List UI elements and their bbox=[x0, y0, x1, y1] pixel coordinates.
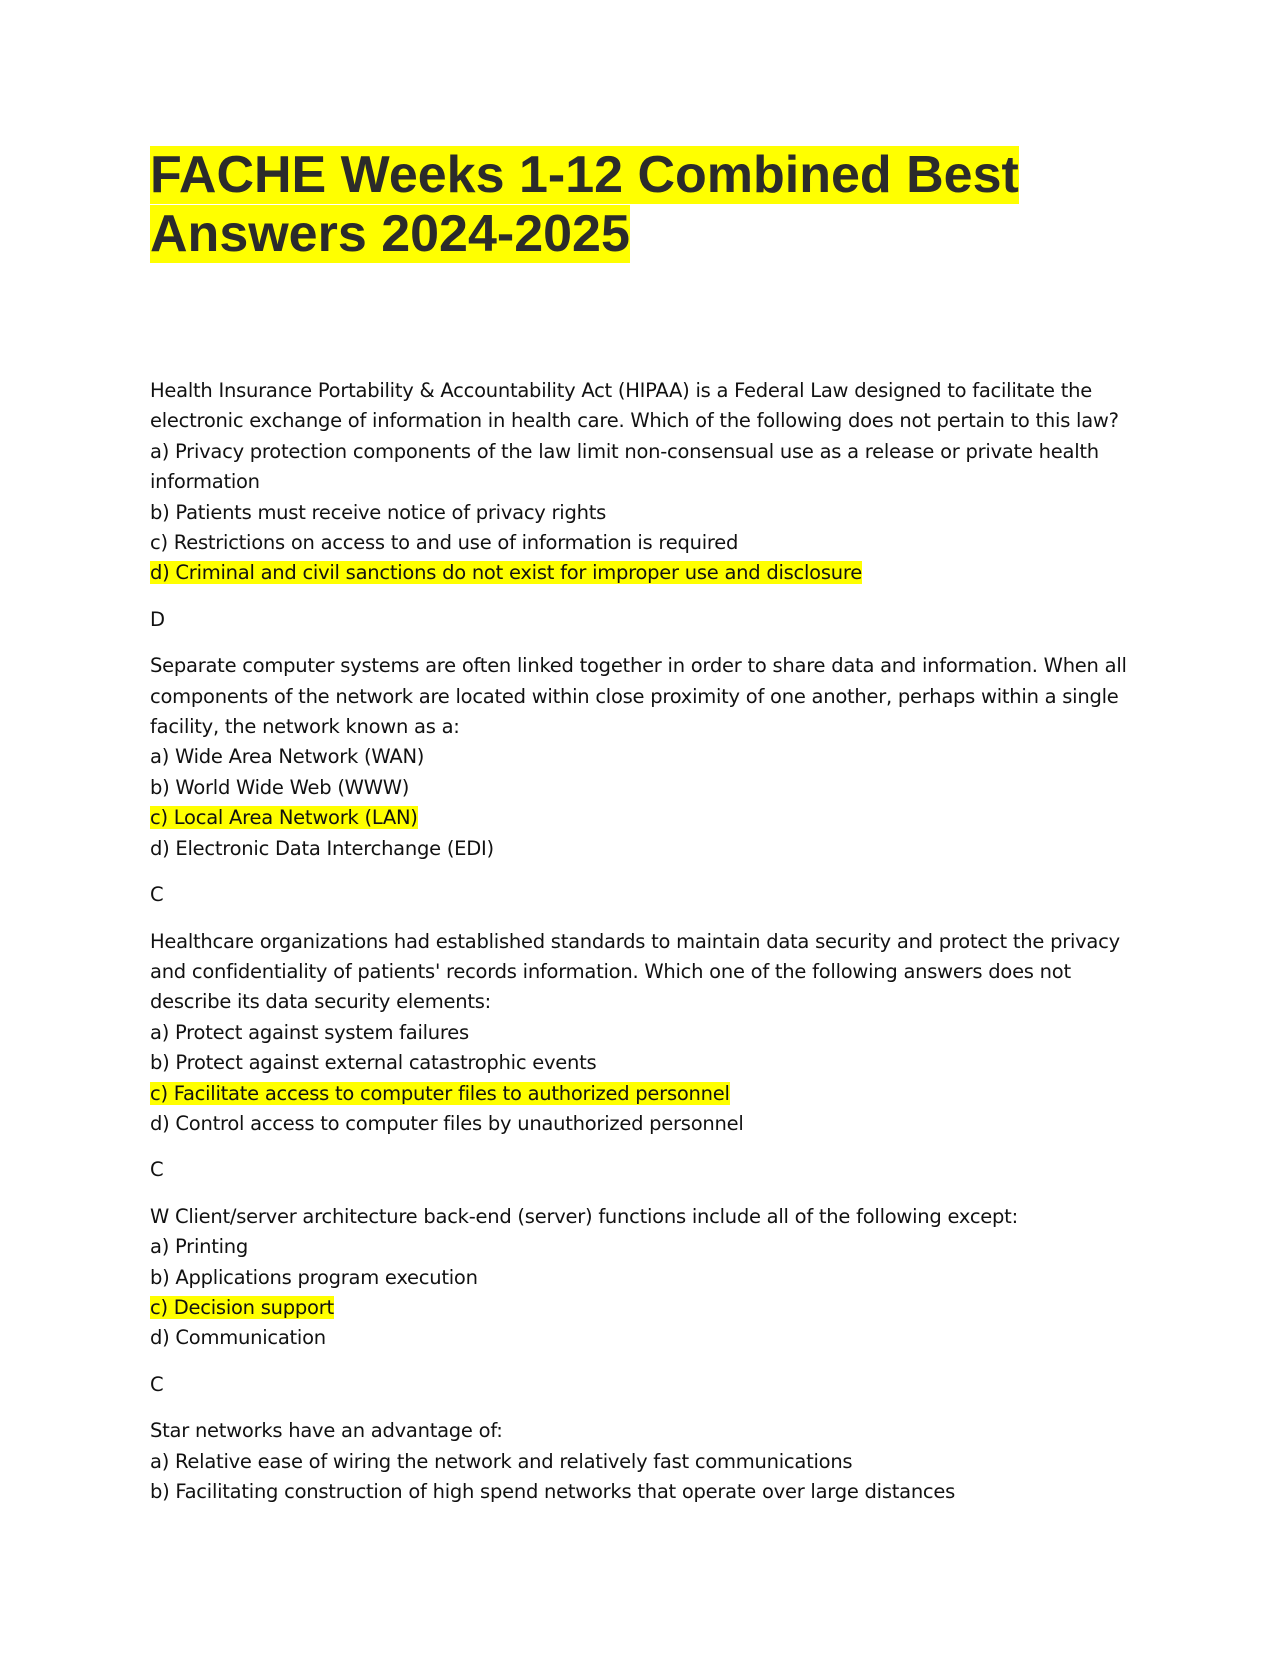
question-1-option-a-cont: information bbox=[150, 470, 260, 494]
question-1-answer: D bbox=[150, 607, 165, 631]
question-3-stem-line-1: Healthcare organizations had established standards to maintain data security and protect the privacy bbox=[150, 929, 1120, 953]
question-3-option-a: a) Protect against system failures bbox=[150, 1020, 469, 1044]
question-block-1 bbox=[150, 376, 1140, 635]
question-4-option-a: a) Printing bbox=[150, 1235, 249, 1259]
document-title bbox=[150, 146, 1140, 264]
document-body bbox=[150, 376, 1140, 1507]
question-block-4 bbox=[150, 1202, 1140, 1400]
question-4-option-d: d) Communication bbox=[150, 1326, 326, 1350]
question-1-option-c: c) Restrictions on access to and use of information is required bbox=[150, 531, 739, 555]
question-3-stem-line-3: describe its data security elements: bbox=[150, 990, 492, 1014]
question-3-option-c-highlighted: c) Facilitate access to computer files to authorized personnel bbox=[150, 1081, 730, 1105]
question-1-option-a: a) Privacy protection components of the law limit non-consensual use as a release or private health bbox=[150, 439, 1099, 463]
question-4-stem-line-1: W Client/server architecture back-end (server) functions include all of the following except: bbox=[150, 1204, 1018, 1228]
question-1-stem-line-1: Health Insurance Portability & Accountability Act (HIPAA) is a Federal Law designed to facilitate the bbox=[150, 379, 1092, 402]
question-1-option-d-highlighted: d) Criminal and civil sanctions do not exist for improper use and disclosure bbox=[150, 561, 862, 585]
question-block-2 bbox=[150, 651, 1140, 910]
document-page bbox=[150, 146, 1140, 1507]
title-line-1: FACHE Weeks 1-12 Combined Best bbox=[150, 146, 1019, 204]
question-2-stem-line-3: facility, the network known as a: bbox=[150, 715, 460, 739]
question-2-option-c-highlighted: c) Local Area Network (LAN) bbox=[150, 806, 418, 830]
question-5-stem-line-1: Star networks have an advantage of: bbox=[150, 1419, 503, 1443]
question-2-option-a: a) Wide Area Network (WAN) bbox=[150, 745, 425, 769]
question-1-option-b: b) Patients must receive notice of privacy rights bbox=[150, 500, 607, 524]
question-4-answer: C bbox=[150, 1372, 164, 1396]
question-2-option-b: b) World Wide Web (WWW) bbox=[150, 775, 410, 799]
question-2-option-d: d) Electronic Data Interchange (EDI) bbox=[150, 836, 494, 860]
question-3-stem-line-2: and confidentiality of patients' records information. Which one of the following answers does not bbox=[150, 959, 1071, 983]
question-1-stem-line-2: electronic exchange of information in health care. Which of the following does not pertain to this law? bbox=[150, 409, 1119, 433]
title-line-2: Answers 2024-2025 bbox=[150, 205, 630, 263]
question-2-answer: C bbox=[150, 883, 164, 907]
question-3-option-d: d) Control access to computer files by unauthorized personnel bbox=[150, 1111, 744, 1135]
question-2-stem-line-1: Separate computer systems are often linked together in order to share data and information. When all bbox=[150, 654, 1127, 678]
question-3-answer: C bbox=[150, 1158, 164, 1182]
question-5-option-a: a) Relative ease of wiring the network and relatively fast communications bbox=[150, 1449, 853, 1473]
question-block-3 bbox=[150, 927, 1140, 1186]
question-4-option-c-highlighted: c) Decision support bbox=[150, 1295, 334, 1319]
question-5-option-b: b) Facilitating construction of high spend networks that operate over large distances bbox=[150, 1480, 956, 1503]
question-3-option-b: b) Protect against external catastrophic events bbox=[150, 1051, 597, 1075]
question-block-5 bbox=[150, 1416, 1140, 1507]
question-4-option-b: b) Applications program execution bbox=[150, 1265, 478, 1289]
question-2-stem-line-2: components of the network are located within close proximity of one another, perhaps within a single bbox=[150, 684, 1119, 708]
